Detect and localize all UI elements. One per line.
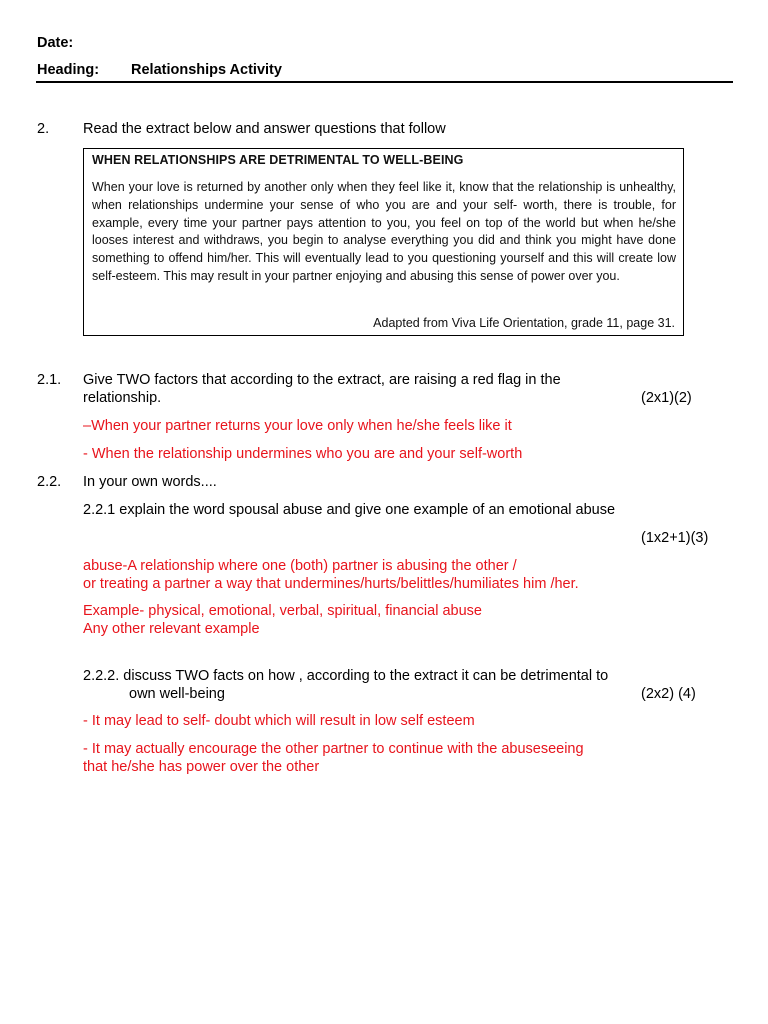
q21-text-line1: Give TWO factors that according to the extract, are raising a red flag in the (83, 372, 561, 388)
q221-answer-1-line2: or treating a partner a way that undermines/hurts/belittles/humiliates him /her. (83, 576, 579, 592)
q21-text-line2: relationship. (83, 390, 162, 406)
q221-marks: (1x2+1)(3) (641, 530, 709, 546)
q221-answer-1-line1: abuse-A relationship where one (both) partner is abusing the other / (83, 558, 517, 574)
extract-body: When your love is returned by another only when they feel like it, know that the relationship is unhealthy, when relationships undermine your sense of who you are and your self- worth, there is trouble, for example, every time your partner pays attention to you, you feel on top of the world but when he/she looses interest and withdraws, you begin to analyse everything you did and think you might have done something to offend him/her. This will eventually lead to you questioning yourself and this will create low self-esteem. This may result in your partner enjoying and abusing this sense of power over you. (92, 180, 676, 283)
q21-marks: (2x1)(2) (641, 390, 692, 406)
heading-label: Heading: (37, 62, 100, 78)
heading-value: Relationships Activity (131, 62, 282, 78)
extract-box (83, 148, 684, 336)
q222-text-line2: own well-being (129, 686, 225, 702)
q2-instruction: Read the extract below and answer questions that follow (83, 121, 446, 137)
q222-answer-2-line2: that he/she has power over the other (83, 759, 320, 775)
q22-number: 2.2. (37, 474, 62, 490)
q21-answer-2: - When the relationship undermines who you are and your self-worth (83, 446, 523, 462)
extract-title: WHEN RELATIONSHIPS ARE DETRIMENTAL TO WELL-BEING (92, 153, 464, 167)
date-label: Date: (37, 35, 74, 51)
extract-source: Adapted from Viva Life Orientation, grade 11, page 31. (373, 316, 675, 330)
q22-text: In your own words.... (83, 474, 217, 490)
q222-answer-1: - It may lead to self- doubt which will result in low self esteem (83, 713, 475, 729)
q222-text-line1: 2.2.2. discuss TWO facts on how , according to the extract it can be detrimental to (83, 668, 609, 684)
q21-number: 2.1. (37, 372, 62, 388)
q2-number: 2. (37, 121, 50, 137)
q21-answer-1: –When your partner returns your love only when he/she feels like it (83, 418, 512, 434)
q221-answer-2-line2: Any other relevant example (83, 621, 260, 637)
q221-answer-2-line1: Example- physical, emotional, verbal, spiritual, financial abuse (83, 603, 482, 619)
q221-text: 2.2.1 explain the word spousal abuse and give one example of an emotional abuse (83, 502, 616, 518)
header-divider (36, 81, 733, 83)
q222-answer-2-line1: - It may actually encourage the other partner to continue with the abuseseeing (83, 741, 584, 757)
q222-marks: (2x2) (4) (641, 686, 696, 702)
